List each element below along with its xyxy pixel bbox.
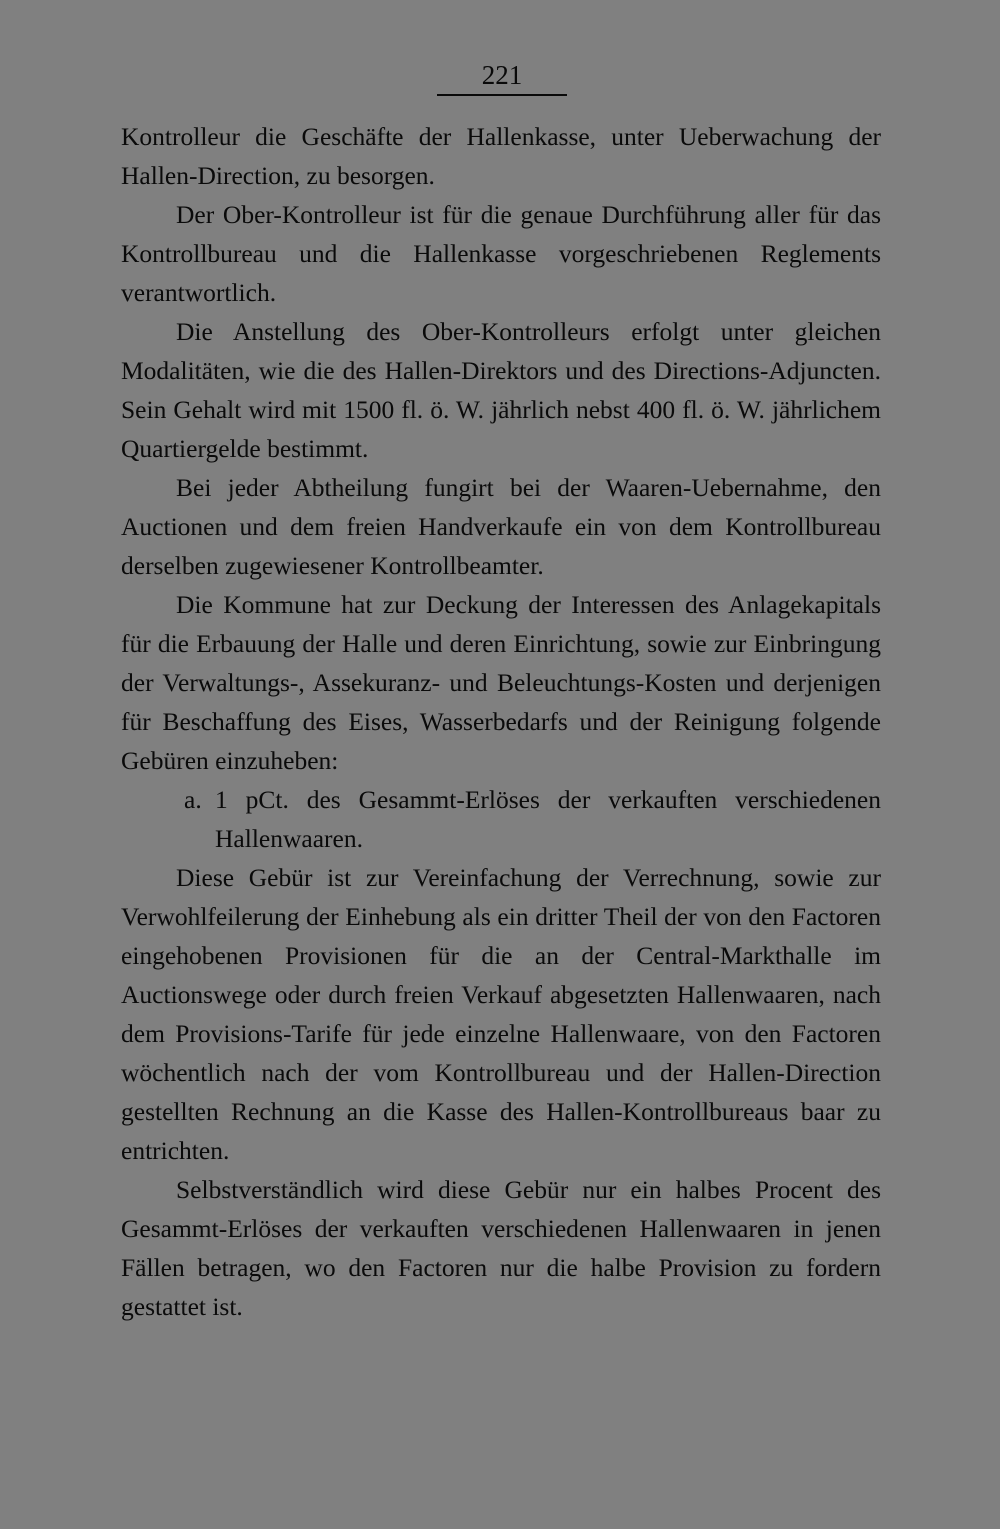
paragraph-appointment-salary: Die Anstellung des Ober-Kontrolleurs erfolgt unter gleichen Modalitäten, wie die des Hallen-Direktors und des Directions-Adjuncten. Sein Gehalt wird mit 1500 fl. ö. W. jährlich nebst 400 fl. ö. W. jährlichem Quartiergelde bestimmt.	[121, 317, 881, 463]
body-text	[121, 117, 881, 1326]
paragraph-continuation: Kontrolleur die Geschäfte der Hallenkasse, unter Ueberwachung der Hallen-Direction, zu besorgen.	[121, 122, 881, 190]
paragraph-half-percent: Selbstverständlich wird diese Gebür nur ein halbes Procent des Gesammt-Erlöses der verkauften verschiedenen Hallenwaaren in jenen Fällen betragen, wo den Factoren nur die halbe Provision zu fordern gestattet ist.	[121, 1175, 881, 1321]
paragraph-control-officer: Bei jeder Abtheilung fungirt bei der Waaren-Uebernahme, den Auctionen und dem freien Handverkaufe ein von dem Kontrollbureau derselben zugewiesener Kontrollbeamter.	[121, 473, 881, 580]
list-item-text: 1 pCt. des Gesammt-Erlöses der verkauften verschiedenen Hallenwaaren.	[215, 785, 881, 853]
paragraph-ober-kontrolleur-duties: Der Ober-Kontrolleur ist für die genaue Durchführung aller für das Kontrollbureau und die Hallenkasse vorgeschriebenen Reglements verantwortlich.	[121, 200, 881, 307]
list-item-a	[121, 780, 881, 858]
paragraph-fee-explanation: Diese Gebür ist zur Vereinfachung der Verrechnung, sowie zur Verwohlfeilerung der Einhebung als ein dritter Theil der von den Factoren eingehobenen Provisionen für die an der Central-Markthalle im Auctionswege oder durch freien Verkauf abgesetzten Hallenwaaren, nach dem Provisions-Tarife für jede einzelne Hallenwaare, von den Factoren wöchentlich nach der vom Kontrollbureau und der Hallen-Direction gestellten Rechnung an die Kasse des Hallen-Kontrollbureaus baar zu entrichten.	[121, 863, 881, 1165]
page-number: 221	[437, 58, 567, 96]
list-item-marker: a.	[184, 785, 202, 814]
paragraph-fees-intro: Die Kommune hat zur Deckung der Interessen des Anlagekapitals für die Erbauung der Halle und deren Einrichtung, sowie zur Einbringung der Verwaltungs-, Assekuranz- und Beleuchtungs-Kosten und derjenigen für Beschaffung des Eises, Wasserbedarfs und der Reinigung folgende Gebüren einzuheben:	[121, 590, 881, 775]
